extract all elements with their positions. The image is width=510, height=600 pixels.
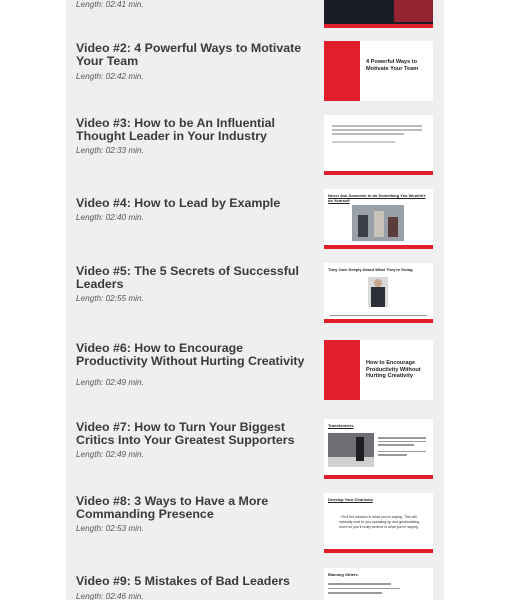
thumbnail-photo (352, 205, 404, 241)
video-length: Length: 02:46 min. (76, 592, 144, 600)
video-length: Length: 02:53 min. (76, 524, 144, 533)
video-title[interactable]: Video #7: How to Turn Your Biggest Critics Into Your Greatest Supporters (76, 420, 295, 447)
thumbnail-title: 4 Powerful Ways to Motivate Your Team (366, 59, 419, 72)
video-length: Length: 02:42 min. (76, 72, 144, 81)
thumbnail-heading: Blaming Others (328, 572, 358, 577)
video-title[interactable]: Video #3: How to be An Influential Thought Leader in Your Industry (76, 116, 275, 143)
video-thumbnail-5[interactable] (324, 263, 433, 323)
thumbnail-bar (324, 319, 433, 323)
thumbnail-body: Find the passion in what you're saying. This will naturally lead to you speaking up and gesticulating more so you'll really believe in what you're saying. (338, 515, 420, 529)
video-title[interactable]: Video #2: 4 Powerful Ways to Motivate Your Team (76, 41, 302, 68)
video-length: Length: 02:40 min. (76, 213, 144, 222)
video-title[interactable]: Video #6: How to Encourage Productivity Without Hurting Creativity (76, 341, 305, 368)
video-length: Length: 02:49 min. (76, 450, 144, 459)
video-title[interactable]: Video #4: How to Lead by Example (76, 196, 281, 210)
thumbnail-bar (324, 24, 433, 28)
video-thumbnail-4[interactable] (324, 189, 433, 249)
video-length: Length: 02:49 min. (76, 378, 144, 387)
video-thumbnail-6[interactable] (324, 340, 433, 400)
thumbnail-heading: Transformers (328, 423, 354, 428)
video-thumbnail-2[interactable] (324, 41, 433, 101)
video-thumbnail-9[interactable] (324, 568, 433, 600)
thumbnail-heading: Never Ask Someone to do Something You Wouldn't do Yourself (328, 193, 426, 203)
thumbnail-red-block (324, 41, 360, 101)
thumbnail-heading: Develop Your Charisma (328, 497, 373, 502)
thumbnail-photo (368, 277, 388, 307)
video-thumbnail-7[interactable] (324, 419, 433, 479)
video-thumbnail-3[interactable] (324, 115, 433, 175)
video-length: Length: 02:41 min. (76, 0, 144, 9)
thumbnail-caption (330, 315, 427, 317)
video-title[interactable]: Video #5: The 5 Secrets of Successful Leaders (76, 264, 299, 291)
video-title[interactable]: Video #9: 5 Mistakes of Bad Leaders (76, 574, 290, 588)
thumbnail-title: How to Encourage Productivity Without Hurting Creativity (366, 360, 421, 380)
video-thumbnail-8[interactable] (324, 493, 433, 553)
video-thumbnail-1[interactable] (324, 0, 433, 28)
thumbnail-bar (324, 549, 433, 553)
video-title[interactable]: Video #8: 3 Ways to Have a More Commanding Presence (76, 494, 269, 521)
thumbnail-photo (328, 433, 374, 467)
thumbnail-text-lines (332, 123, 422, 145)
thumbnail-bar (324, 245, 433, 249)
video-length: Length: 02:55 min. (76, 294, 144, 303)
thumbnail-text-lines (378, 435, 426, 458)
thumbnail-bar (324, 475, 433, 479)
video-list-panel (66, 0, 444, 600)
thumbnail-red-block (324, 340, 360, 400)
thumbnail-heading: They Care Deeply About What They're Doing (328, 267, 413, 272)
thumbnail-text-lines (328, 580, 418, 597)
thumbnail-bar (324, 171, 433, 175)
video-length: Length: 02:33 min. (76, 146, 144, 155)
thumbnail-glow (394, 0, 433, 22)
